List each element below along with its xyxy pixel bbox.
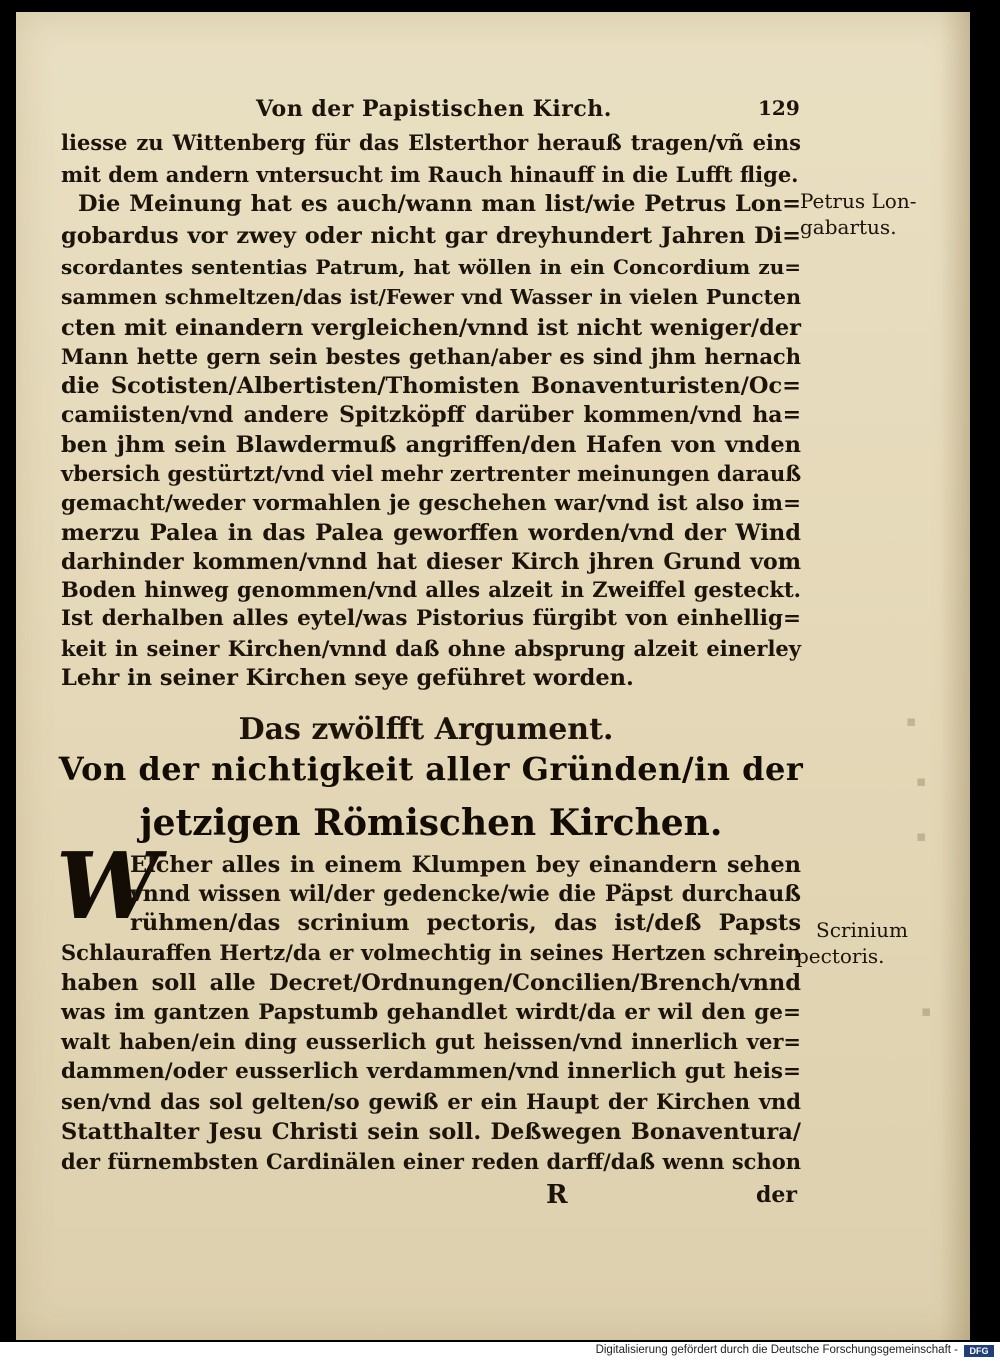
text-line: was im gantzen Papstumb gehandlet wirdt/da er wil den ge= [61, 1000, 801, 1025]
text-line: camiisten/vnd andere Spitzköpff darüber kommen/vnd ha= [61, 402, 801, 428]
text-line: Boden hinweg genommen/vnd alles alzeit in Zweiffel gesteckt. [61, 577, 801, 602]
text-line: Ist derhalben alles eytel/was Pistorius fürgibt von einhellig= [61, 606, 801, 631]
show-through-text: ▪ [916, 772, 927, 790]
text-line: sammen schmeltzen/das ist/Fewer vnd Wasser in vielen Puncten [61, 285, 801, 309]
decorated-initial: W [56, 832, 160, 940]
text-line: rühmen/das scrinium pectoris, das ist/deß Papsts [130, 910, 801, 936]
margin-note-line: Petrus Lon- [800, 189, 917, 213]
text-line: der fürnembsten Cardinälen einer reden darff/daß wenn schon [61, 1149, 801, 1174]
running-head: Von der Papistischen Kirch. [256, 96, 612, 122]
text-line: merzu Palea in das Palea geworffen worden/vnd der Wind [61, 520, 801, 546]
book-page [16, 12, 970, 1340]
text-line: vbersich gestürtzt/vnd viel mehr zertrenter meinungen darauß [61, 461, 802, 486]
text-line: darhinder kommen/vnnd hat dieser Kirch jhren Grund vom [61, 549, 801, 575]
text-line: walt haben/ein ding eusserlich gut heissen/vnd innerlich ver= [61, 1029, 801, 1054]
text-line: dammen/oder eusserlich verdammen/vnd innerlich gut heis= [61, 1059, 801, 1084]
margin-note-line: gabartus. [800, 215, 897, 239]
text-line: liesse zu Wittenberg für das Elsterthor herauß tragen/vñ eins [61, 130, 801, 155]
show-through-text: ▪ [921, 1002, 932, 1020]
chapter-title: Von der nichtigkeit aller Gründen/in der [58, 750, 804, 788]
footer-credit: Digitalisierung gefördert durch die Deutsche Forschungsgemeinschaft - [595, 1344, 958, 1356]
show-through-text: ▪ [906, 712, 917, 730]
text-line: Elcher alles in einem Klumpen bey einandern sehen [130, 852, 801, 878]
argument-title: Das zwölfft Argument. [238, 712, 614, 747]
text-line: ben jhm sein Blawdermuß angriffen/den Hafen von vnden [61, 432, 801, 458]
text-line: gemacht/weder vormahlen je geschehen war/vnd ist also im= [61, 491, 801, 516]
text-line: cten mit einandern vergleichen/vnnd ist nicht weniger/der [61, 315, 801, 341]
margin-note-petrus [800, 188, 916, 240]
margin-note-line: Scrinium [816, 918, 908, 942]
text-line: Lehr in seiner Kirchen seye geführet worden. [61, 665, 634, 691]
text-line: Schlauraffen Hertz/da er volmechtig in seines Hertzen schrein [61, 940, 801, 965]
margin-note-scrinium [796, 917, 908, 969]
text-line: haben soll alle Decret/Ordnungen/Concilien/Brench/vnnd [61, 970, 801, 996]
page-number: 129 [758, 96, 800, 120]
catchword: der [756, 1182, 797, 1208]
text-line: keit in seiner Kirchen/vnnd daß ohne absprung alzeit einerley [61, 636, 801, 661]
signature-mark: R [546, 1180, 568, 1210]
dfg-logo: DFG [964, 1345, 994, 1357]
text-line: Statthalter Jesu Christi sein soll. Deßwegen Bonaventura/ [61, 1119, 801, 1145]
text-line: gobardus vor zwey oder nicht gar dreyhundert Jahren Di= [61, 223, 801, 249]
text-line: sen/vnd das sol gelten/so gewiß er ein Haupt der Kirchen vnd [61, 1089, 801, 1114]
text-line: Mann hette gern sein bestes gethan/aber es sind jhm hernach [61, 344, 801, 369]
chapter-subtitle: jetzigen Römischen Kirchen. [139, 802, 723, 844]
text-line: mit dem andern vntersucht im Rauch hinauff in die Lufft flige. [61, 162, 799, 187]
text-line: scordantes sententias Patrum, hat wöllen in ein Concordium zu= [61, 255, 801, 279]
footer-bar [0, 1342, 1000, 1361]
text-line: die Scotisten/Albertisten/Thomisten Bonaventuristen/Oc= [61, 373, 801, 399]
margin-note-line: pectoris. [796, 944, 885, 968]
text-line: Die Meinung hat es auch/wann man list/wie Petrus Lon= [78, 191, 801, 217]
show-through-text: ▪ [916, 827, 927, 845]
text-line: vnnd wissen wil/der gedencke/wie die Päpst durchauß [130, 881, 801, 907]
